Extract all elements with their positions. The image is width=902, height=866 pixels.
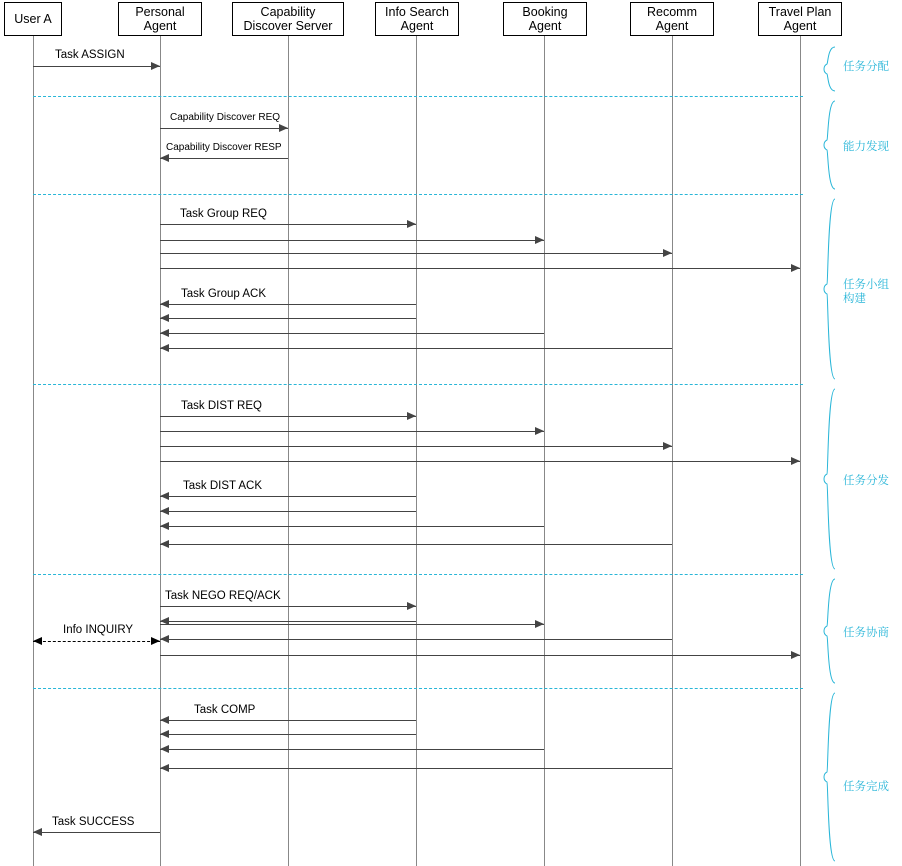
lifeline-label-personal: Personal Agent [135, 5, 185, 33]
phase-brace-assign [822, 46, 836, 92]
arrow-head-group-req-4-right [791, 264, 800, 272]
message-label-cap-disc-resp: Capability Discover RESP [166, 142, 282, 153]
arrow-head-comp-1-left [160, 716, 169, 724]
arrow-head-dist-req-2-right [535, 427, 544, 435]
lifeline-label-infosearch: Info Search Agent [385, 5, 449, 33]
message-line-nego-4 [160, 639, 672, 640]
message-line-nego-1 [160, 606, 416, 607]
message-line-dist-req-3 [160, 446, 672, 447]
lifeline-label-travelplan: Travel Plan Agent [768, 5, 832, 33]
message-line-nego-2 [160, 621, 416, 622]
arrow-head-task-assign-right [151, 62, 160, 70]
message-label-task-assign: Task ASSIGN [55, 49, 125, 61]
phase-brace-nego [822, 578, 836, 684]
arrow-head-nego-4-left [160, 635, 169, 643]
lifeline-label-capability: Capability Discover Server [243, 5, 333, 33]
message-line-group-req-3 [160, 253, 672, 254]
arrow-head-group-req-3-right [663, 249, 672, 257]
phase-brace-dist [822, 388, 836, 570]
arrow-head-group-ack-2-left [160, 314, 169, 322]
lifeline-label-user: User A [14, 12, 52, 26]
message-line-comp-1 [160, 720, 416, 721]
message-line-nego-3 [160, 624, 544, 625]
message-line-dist-ack-1 [160, 496, 416, 497]
arrow-head-comp-4-left [160, 764, 169, 772]
arrow-head-info-inquiry-left [33, 637, 42, 645]
arrow-head-info-inquiry-right [151, 637, 160, 645]
message-label-task-success: Task SUCCESS [52, 816, 135, 828]
lifeline-infosearch [416, 36, 417, 866]
message-line-comp-3 [160, 749, 544, 750]
lifeline-recomm [672, 36, 673, 866]
phase-label-comp: 任务完成 [843, 781, 889, 793]
arrow-head-cap-disc-resp-left [160, 154, 169, 162]
lifeline-booking [544, 36, 545, 866]
arrow-head-dist-ack-4-left [160, 540, 169, 548]
lifeline-head-personal[interactable] [118, 2, 202, 36]
lifeline-user [33, 36, 34, 866]
message-label-comp-1: Task COMP [194, 704, 256, 716]
lifeline-head-capability[interactable] [232, 2, 344, 36]
lifeline-capability [288, 36, 289, 866]
message-line-cap-disc-req [160, 128, 288, 129]
arrow-head-nego-2-left [160, 617, 169, 625]
message-line-dist-req-2 [160, 431, 544, 432]
arrow-head-group-ack-3-left [160, 329, 169, 337]
message-label-group-ack-1: Task Group ACK [181, 288, 267, 300]
arrow-head-group-ack-1-left [160, 300, 169, 308]
lifeline-head-user[interactable] [4, 2, 62, 36]
arrow-head-dist-ack-1-left [160, 492, 169, 500]
phase-separator-discover [33, 194, 803, 195]
arrow-head-nego-1-right [407, 602, 416, 610]
message-label-nego-1: Task NEGO REQ/ACK [165, 590, 281, 602]
arrow-head-group-req-2-right [535, 236, 544, 244]
lifeline-head-infosearch[interactable] [375, 2, 459, 36]
message-line-group-ack-2 [160, 318, 416, 319]
message-line-dist-ack-3 [160, 526, 544, 527]
message-line-group-ack-4 [160, 348, 672, 349]
arrow-head-cap-disc-req-right [279, 124, 288, 132]
message-line-dist-req-1 [160, 416, 416, 417]
arrow-head-group-req-1-right [407, 220, 416, 228]
arrow-head-comp-2-left [160, 730, 169, 738]
phase-brace-comp [822, 692, 836, 862]
message-line-info-inquiry [33, 641, 160, 642]
arrow-head-comp-3-left [160, 745, 169, 753]
phase-brace-discover [822, 100, 836, 190]
message-line-task-success [33, 832, 160, 833]
message-label-info-inquiry: Info INQUIRY [63, 624, 134, 636]
lifeline-head-recomm[interactable] [630, 2, 714, 36]
lifeline-travelplan [800, 36, 801, 866]
phase-separator-nego [33, 688, 803, 689]
phase-label-assign: 任务分配 [843, 61, 889, 73]
arrow-head-dist-ack-2-left [160, 507, 169, 515]
phase-label-dist: 任务分发 [843, 475, 889, 487]
arrow-head-task-success-left [33, 828, 42, 836]
message-line-dist-ack-2 [160, 511, 416, 512]
phase-separator-assign [33, 96, 803, 97]
message-line-dist-req-4 [160, 461, 800, 462]
phase-label-discover: 能力发现 [843, 141, 889, 153]
message-label-dist-ack-1: Task DIST ACK [183, 480, 263, 492]
message-label-group-req-1: Task Group REQ [180, 208, 267, 220]
message-line-comp-4 [160, 768, 672, 769]
arrow-head-dist-req-1-right [407, 412, 416, 420]
arrow-head-dist-req-3-right [663, 442, 672, 450]
message-line-group-ack-3 [160, 333, 544, 334]
arrow-head-dist-req-4-right [791, 457, 800, 465]
message-line-group-req-2 [160, 240, 544, 241]
lifeline-label-recomm: Recomm Agent [646, 5, 697, 33]
message-line-group-req-1 [160, 224, 416, 225]
message-line-nego-5 [160, 655, 800, 656]
message-line-task-assign [33, 66, 160, 67]
message-line-dist-ack-4 [160, 544, 672, 545]
phase-separator-group [33, 384, 803, 385]
arrow-head-nego-3-right [535, 620, 544, 628]
phase-label-nego: 任务协商 [843, 627, 889, 639]
message-label-cap-disc-req: Capability Discover REQ [170, 112, 281, 123]
arrow-head-group-ack-4-left [160, 344, 169, 352]
phase-brace-group [822, 198, 836, 380]
lifeline-head-travelplan[interactable] [758, 2, 842, 36]
message-line-cap-disc-resp [160, 158, 288, 159]
message-line-comp-2 [160, 734, 416, 735]
arrow-head-nego-5-right [791, 651, 800, 659]
lifeline-label-booking: Booking Agent [522, 5, 568, 33]
message-line-group-req-4 [160, 268, 800, 269]
phase-separator-dist [33, 574, 803, 575]
phase-label-group: 任务小组 构建 [843, 279, 889, 305]
arrow-head-dist-ack-3-left [160, 522, 169, 530]
message-line-group-ack-1 [160, 304, 416, 305]
message-label-dist-req-1: Task DIST REQ [181, 400, 262, 412]
lifeline-head-booking[interactable] [503, 2, 587, 36]
